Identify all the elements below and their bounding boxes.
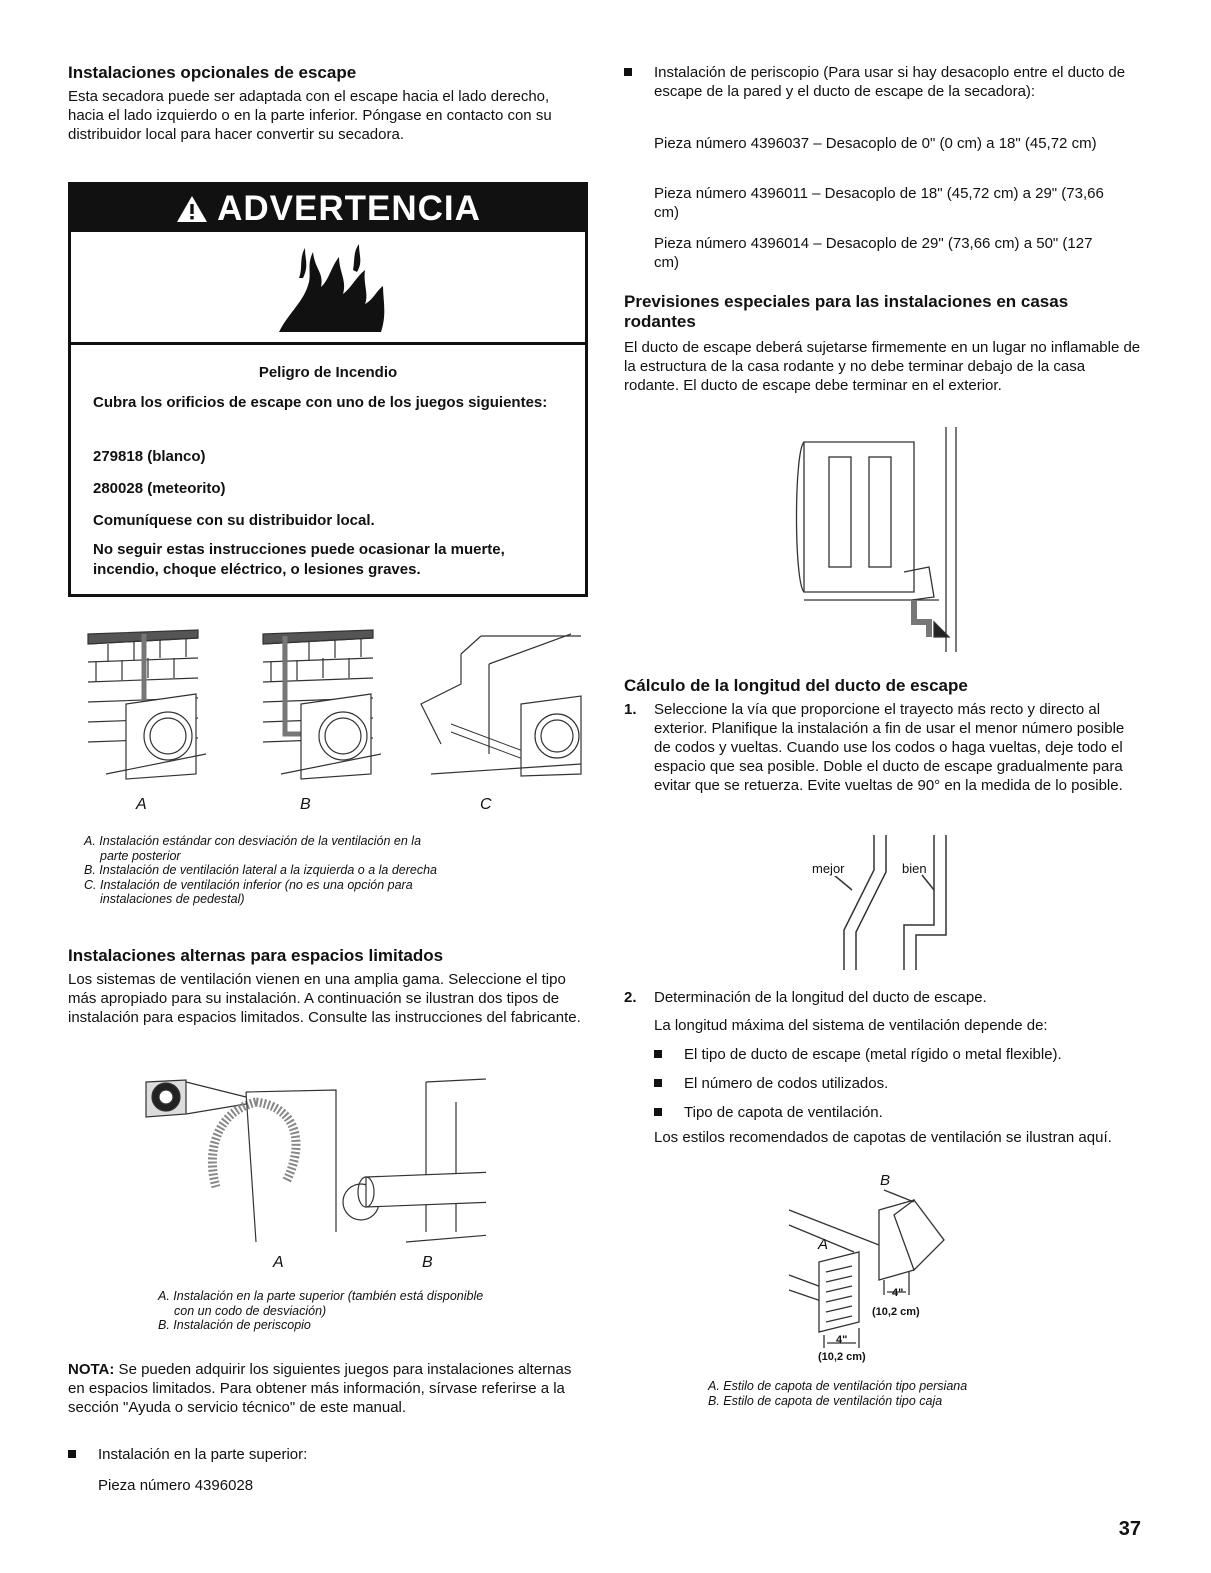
fig2-label-b: B [422, 1254, 433, 1271]
install-b-drawing [263, 630, 381, 779]
duct-steps [624, 700, 1144, 795]
fig1-label-a: A [136, 796, 147, 813]
hood-a-dim-in: 4" [836, 1334, 848, 1346]
periscope-bullet: Instalación de periscopio (Para usar si hay desacoplo entre el ducto de escape de la pared y el ducto de escape de la secadora): [624, 63, 1144, 101]
fig2-caption [158, 1289, 588, 1333]
periscope-install-drawing [358, 1077, 486, 1242]
warning-line-1: Cubra los orificios de escape con uno de los juegos siguientes: [93, 394, 548, 411]
limited-space-text: Los sistemas de ventilación vienen en una amplia gama. Seleccione el tipo más apropiado para su instalación. A continuación se ilustran dos tipos de instalación para espacios limitados. Consulte las instrucciones del fabricante. [68, 971, 581, 1026]
factor-duct-type: El tipo de ducto de escape (metal rígido o metal flexible). [654, 1045, 1154, 1064]
part-4396011: Pieza número 4396011 – Desacoplo de 18" (45,72 cm) a 29" (73,66 cm) [654, 185, 1104, 221]
duct-label-good: bien [902, 861, 927, 876]
hood-caption-b: B. Estilo de capota de ventilación tipo caja [708, 1393, 943, 1408]
top-install-part: Pieza número 4396028 [98, 1477, 254, 1494]
step-2-number: 2. [624, 989, 637, 1006]
hood-b-dim-in: 4" [892, 1287, 904, 1299]
fig1-label-c: C [480, 796, 492, 813]
warning-triangle-icon [175, 194, 209, 224]
fig2-caption-b: B. Instalación de periscopio [158, 1318, 311, 1332]
fig1-caption-c: C. Instalación de ventilación inferior (no es una opción para [84, 877, 413, 892]
fig1-caption-b: B. Instalación de ventilación lateral a la izquierda o a la derecha [84, 863, 437, 877]
mobile-home-illustration [784, 422, 984, 652]
optional-exhaust-text: Esta secadora puede ser adaptada con el escape hacia el lado derecho, hacia el lado izquierdo o en la parte inferior. Póngase en contacto con su distribuidor local para hacer convertir su secadora. [68, 88, 552, 143]
top-install-drawing [146, 1080, 379, 1242]
hood-label-b: B [880, 1172, 891, 1189]
fig1-caption [84, 834, 584, 907]
fig1-label-b: B [300, 796, 311, 813]
hood-a-dim-cm: (10,2 cm) [818, 1351, 866, 1363]
page-number: 37 [1118, 1518, 1141, 1540]
top-install-bullet: Instalación en la parte superior: [68, 1445, 578, 1464]
fig2-caption-a-cont: con un codo de desviación) [174, 1303, 327, 1318]
hood-label-a: A [818, 1236, 829, 1253]
note-paragraph [68, 1360, 578, 1417]
mobile-home-heading: Previsiones especiales para las instalaciones en casas rodantes [624, 292, 1069, 331]
step-2-sub: La longitud máxima del sistema de ventilación depende de: [654, 1017, 1048, 1034]
warning-consequence: No seguir estas instrucciones puede ocasionar la muerte, incendio, choque eléctrico, o lesiones graves. [93, 541, 505, 578]
standard-install-illustration [86, 624, 586, 789]
install-c-drawing [421, 634, 581, 776]
kit-white: 279818 (blanco) [93, 448, 206, 465]
periscope-list [624, 63, 1144, 101]
fig1-caption-a-cont: parte posterior [100, 848, 181, 863]
step-1-text: Seleccione la vía que proporcione el trayecto más recto y directo al exterior. Planifique la instalación a fin de usar el menor número posible de codos y vueltas. Cuando use los codos o haga vueltas, deje todo el espacio que sea posible. Doble el ducto de escape gradualmente para evitar que se retuerza. Evite vueltas de 90° en la medida de lo posible. [654, 701, 1125, 794]
step-2-text: Determinación de la longitud del ducto de escape. [654, 989, 987, 1006]
fire-symbol-area [71, 232, 585, 345]
limited-space-illustration [136, 1062, 486, 1252]
duct-length-heading: Cálculo de la longitud del ducto de escape [624, 676, 968, 695]
step-2 [624, 988, 1144, 1007]
part-4396014: Pieza número 4396014 – Desacoplo de 29" (73,66 cm) a 50" (127 cm) [654, 235, 1093, 271]
duct-routing-illustration [794, 830, 974, 975]
hazard-type: Peligro de Incendio [258, 364, 398, 381]
fig2-caption-a: A. Instalación en la parte superior (también está disponible [158, 1289, 484, 1303]
hood-caption [708, 1379, 1128, 1408]
warning-box [68, 182, 588, 597]
kit-meteorite: 280028 (meteorito) [93, 480, 226, 497]
part-4396037: Pieza número 4396037 – Desacoplo de 0" (0 cm) a 18" (45,72 cm) [654, 135, 1097, 152]
step-1 [624, 700, 1144, 795]
fig1-caption-c-cont: instalaciones de pedestal) [100, 892, 245, 906]
hood-styles-text: Los estilos recomendados de capotas de ventilación se ilustran aquí. [654, 1129, 1112, 1146]
duct-label-best: mejor [812, 861, 845, 876]
hood-caption-a: A. Estilo de capota de ventilación tipo persiana [708, 1379, 968, 1393]
note-text: Se pueden adquirir los siguientes juegos para instalaciones alternas en espacios limitados. Para obtener más información, sírvase referirse a la sección "Ayuda o servicio técnico" de este manual. [68, 1361, 572, 1416]
hood-b-dim-cm: (10,2 cm) [872, 1306, 920, 1318]
top-install-list [68, 1445, 578, 1464]
mobile-home-text: El ducto de escape deberá sujetarse firmemente en un lugar no inflamable de la estructura de la casa rodante y no debe terminar debajo de la casa rodante. El ducto de escape debe terminar en el exterior. [624, 339, 1141, 394]
fig2-label-a: A [273, 1254, 284, 1271]
contact-dealer: Comuníquese con su distribuidor local. [93, 512, 375, 529]
fig1-caption-a: A. Instalación estándar con desviación de la ventilación en la [84, 834, 422, 848]
step-1-number: 1. [624, 701, 637, 718]
factor-hood: Tipo de capota de ventilación. [654, 1103, 1154, 1122]
vent-hood-illustration [784, 1180, 964, 1355]
note-label: NOTA: [68, 1361, 115, 1378]
limited-space-heading: Instalaciones alternas para espacios limitados [68, 946, 444, 965]
fire-icon [269, 242, 399, 337]
factor-list [654, 1045, 1154, 1122]
warning-title: ADVERTENCIA [217, 188, 481, 228]
optional-exhaust-heading: Instalaciones opcionales de escape [68, 63, 357, 82]
warning-header [71, 185, 585, 232]
factor-elbows: El número de codos utilizados. [654, 1074, 1154, 1093]
install-a-drawing [88, 630, 206, 779]
